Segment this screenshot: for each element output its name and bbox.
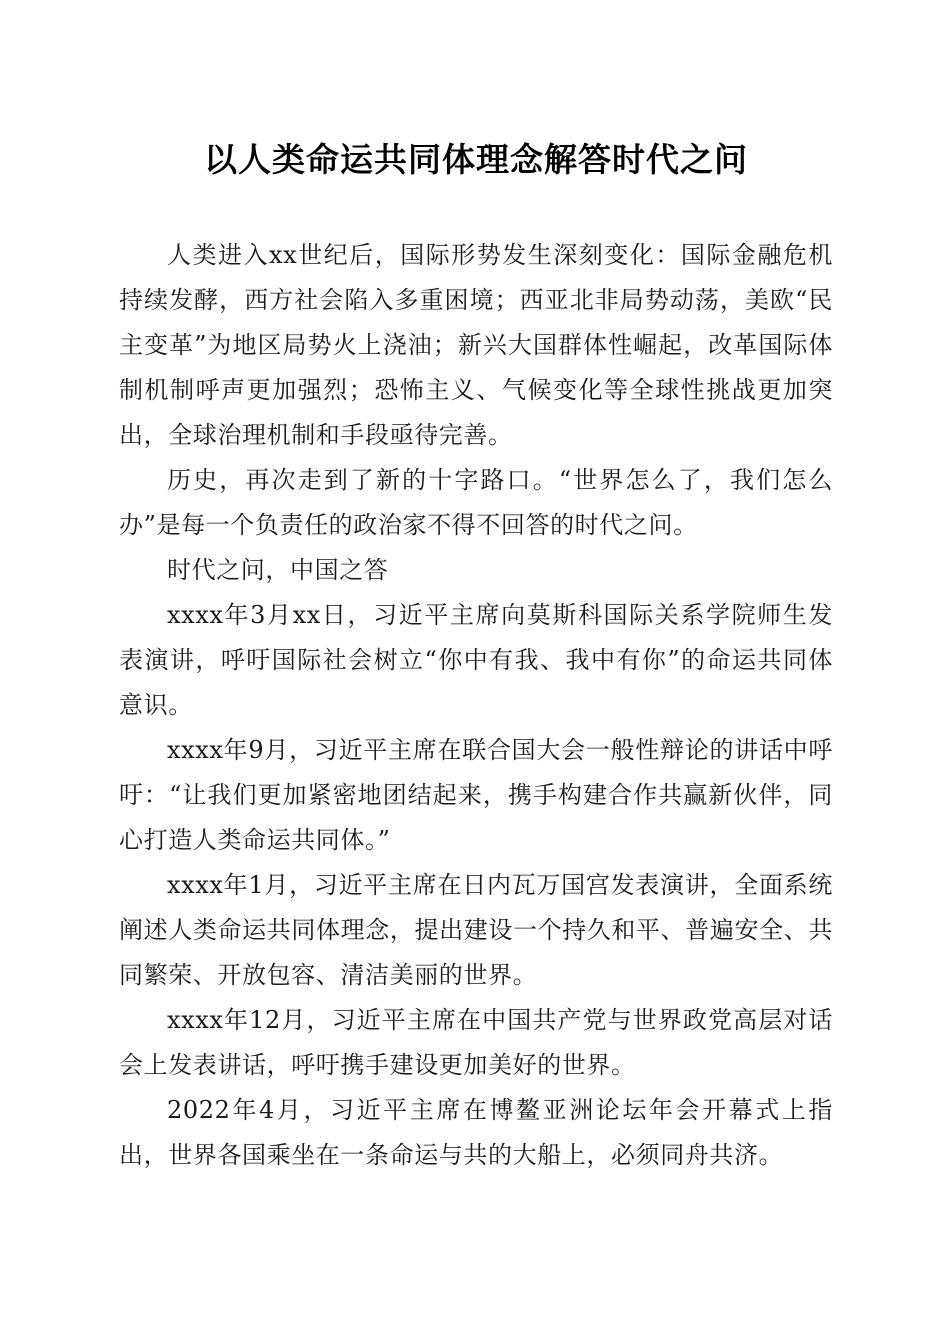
paragraph-intro: 人类进入xx世纪后，国际形势发生深刻变化：国际金融危机持续发酵，西方社会陷入多重困境；西亚北非局势动荡，美欧“民主变革”为地区局势火上浇油；新兴大国群体性崛起，改革国际体制机制呼声更加强烈；恐怖主义、气候变化等全球性挑战更加突出，全球治理机制和手段亟待完善。 <box>119 241 833 449</box>
document-title: 以人类命运共同体理念解答时代之问 <box>204 140 748 179</box>
paragraph-party-dialogue: xxxx年12月，习近平主席在中国共产党与世界政党高层对话会上发表讲话，呼吁携手建设更加美好的世界。 <box>119 1006 833 1079</box>
paragraph-geneva-speech: xxxx年1月，习近平主席在日内瓦万国宫发表演讲，全面系统阐述人类命运共同体理念，提出建设一个持久和平、普遍安全、共同繁荣、开放包容、清洁美丽的世界。 <box>119 871 833 989</box>
paragraph-question: 历史，再次走到了新的十字路口。“世界怎么了，我们怎么办”是每一个负责任的政治家不得不回答的时代之问。 <box>119 466 833 539</box>
section-heading: 时代之问，中国之答 <box>167 556 389 584</box>
document-body <box>119 233 833 1178</box>
paragraph-boao-forum: 2022年4月，习近平主席在博鳌亚洲论坛年会开幕式上指出，世界各国乘坐在一条命运与共的大船上，必须同舟共济。 <box>119 1096 833 1169</box>
paragraph-moscow-speech: xxxx年3月xx日，习近平主席向莫斯科国际关系学院师生发表演讲，呼吁国际社会树立“你中有我、我中有你”的命运共同体意识。 <box>119 601 833 719</box>
paragraph-un-assembly: xxxx年9月，习近平主席在联合国大会一般性辩论的讲话中呼吁：“让我们更加紧密地团结起来，携手构建合作共赢新伙伴，同心打造人类命运共同体。” <box>119 736 833 854</box>
